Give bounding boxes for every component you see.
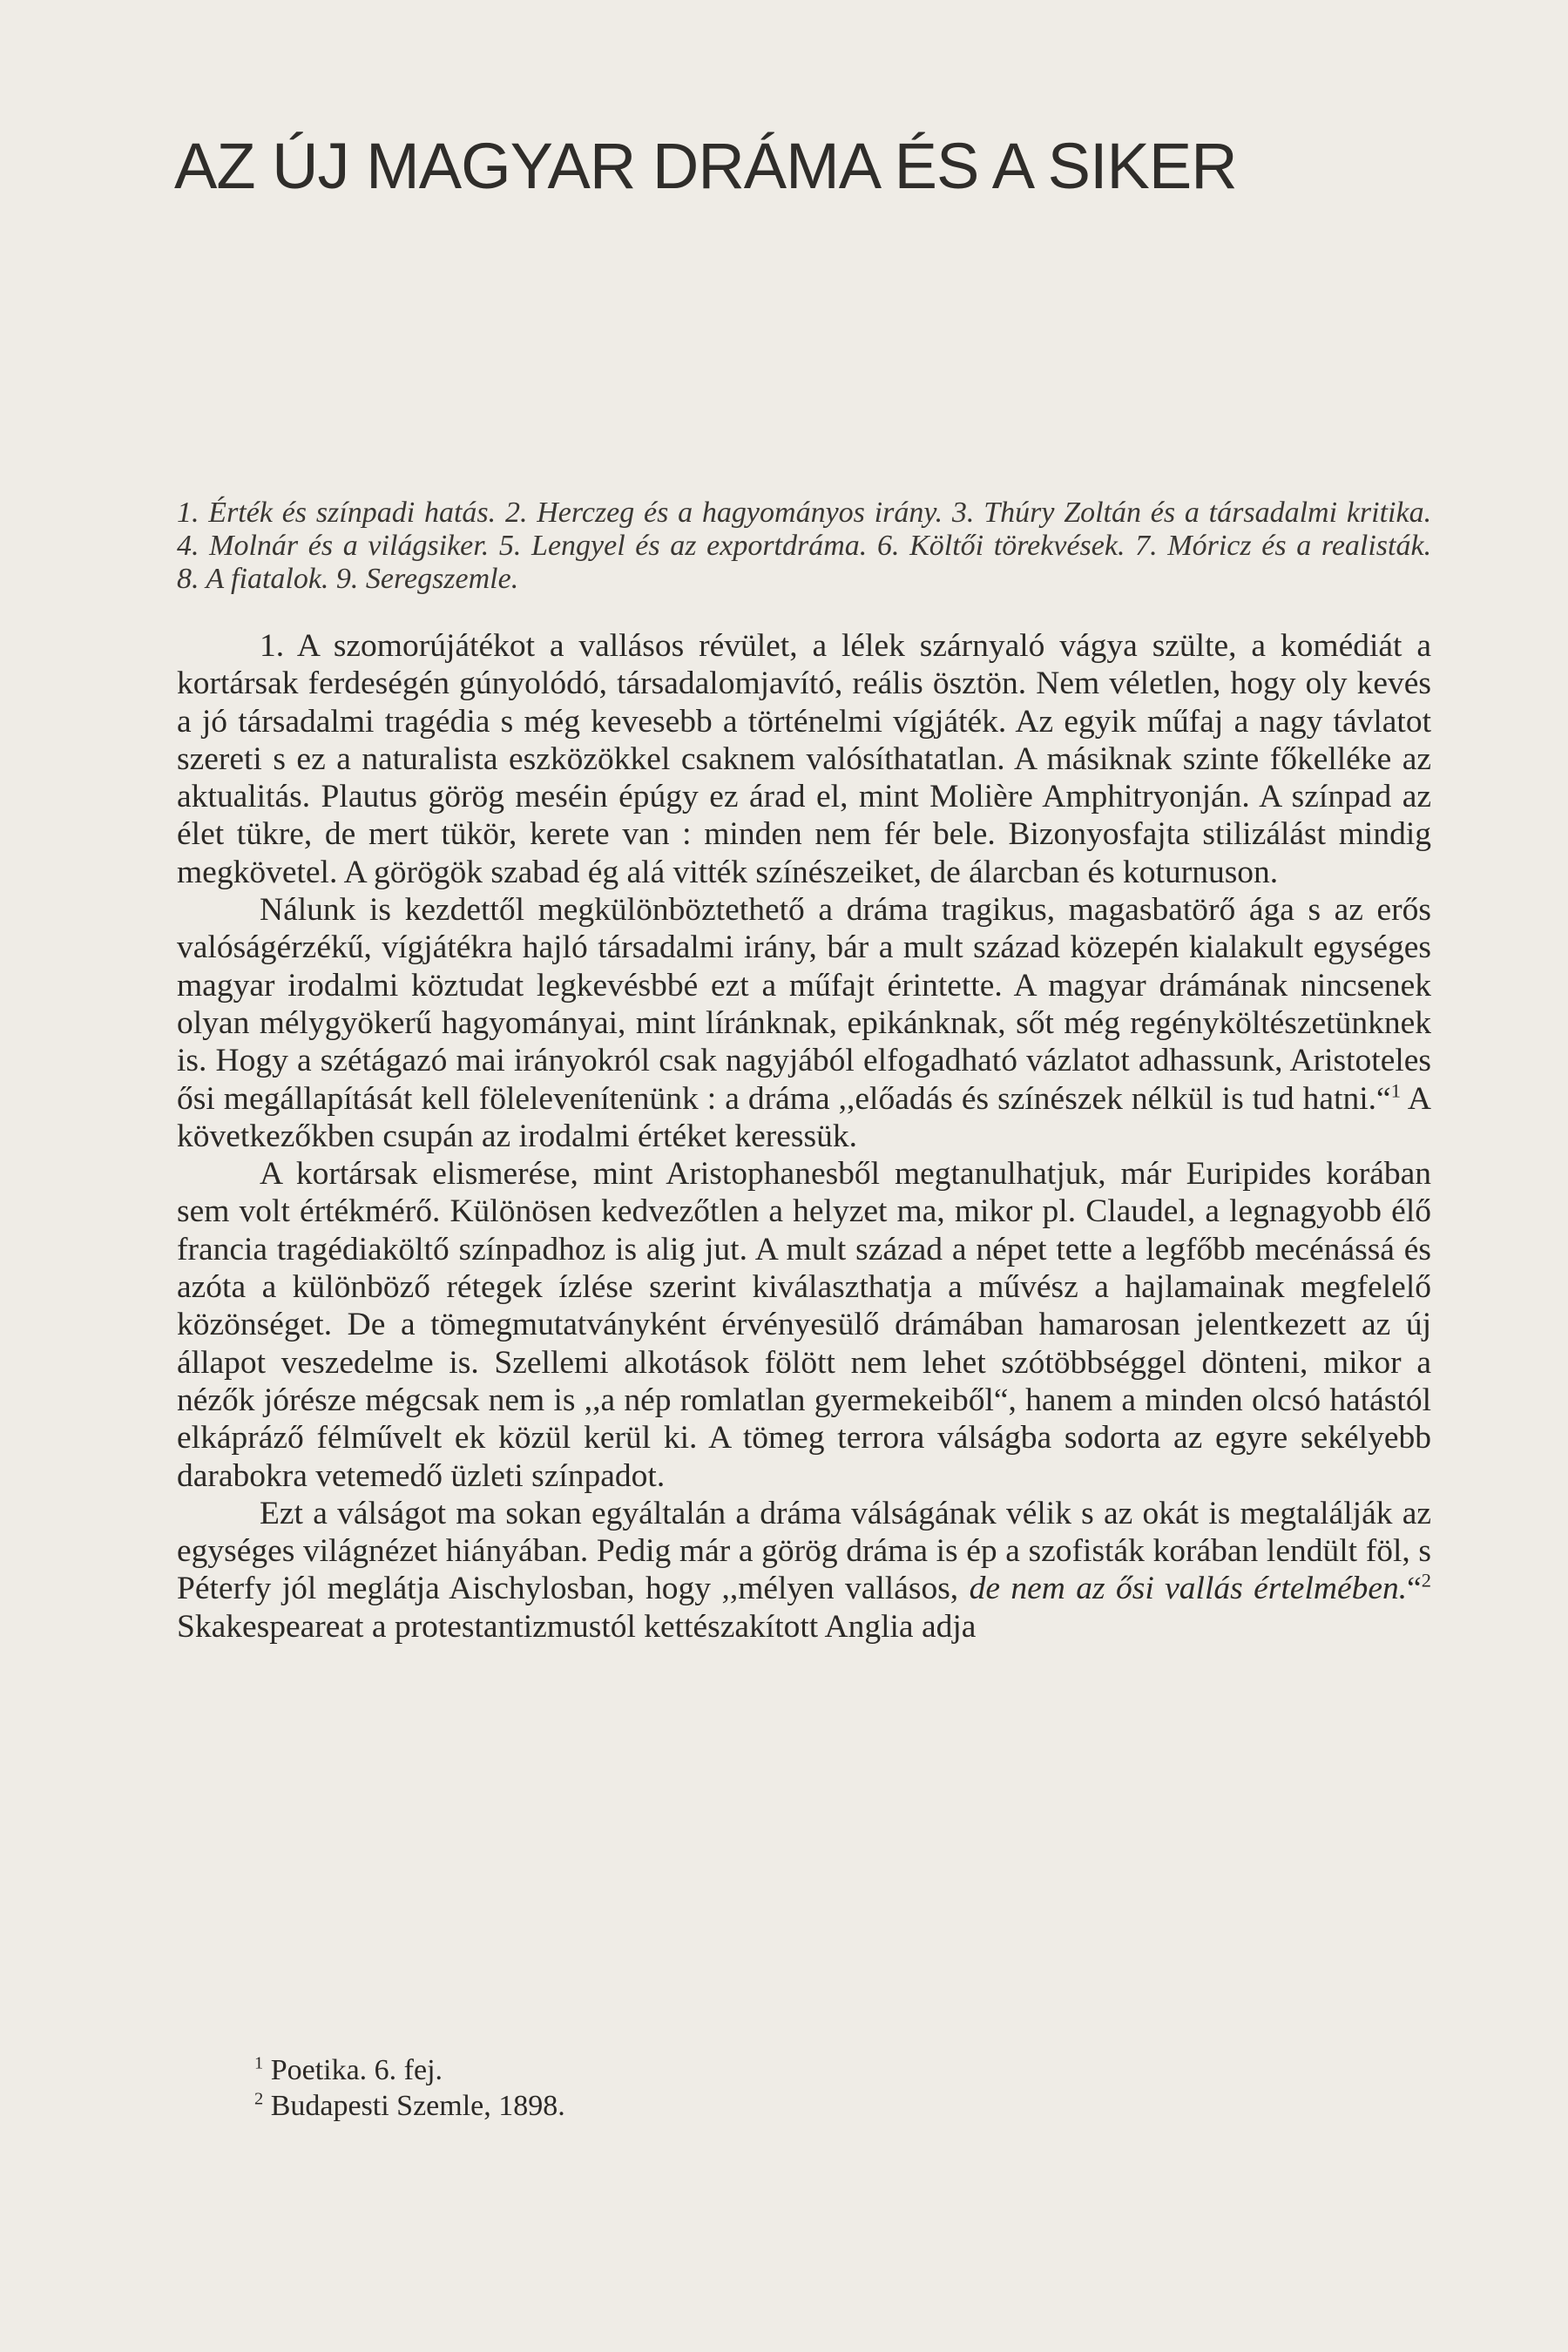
chapter-title: AZ ÚJ MAGYAR DRÁMA ÉS A SIKER bbox=[174, 130, 1237, 202]
footnote: $^1$ Poetika. 6. fej. bbox=[254, 2053, 443, 2086]
paragraph: Nálunk is kezdettől megkülönböztethető a dráma tragikus, magasbatörő ága s az erős valóságérzékű, vígjátékra hajló társadalmi irány, bár a mult század közepén kialakult egységes magyar irodalmi köztudat legkevésbbé ezt a műfajt érintette. A magyar drámának nincsenek olyan mélygyökerű hagyományai, mint líránknak, epikánknak, sőt még regényköltészetünknek is. Hogy a szétágazó mai irányokról csak nagyjából elfogadható vázlatot adhassunk, Aristoteles ősi megállapítását kell fölelevenítenünk : a dráma ,,előadás és színészek nélkül is tud hatni.“$^1$ A következőkben csupán az irodalmi értéket keressük. bbox=[177, 892, 1431, 1154]
contents-item: 2. Herczeg és a hagyományos irány. bbox=[504, 497, 943, 529]
paragraph: A kortársak elismerése, mint Aristophanesből megtanulhatjuk, már Euripides korában sem volt értékmérő. Különösen kedvezőtlen a helyzet ma, mikor pl. Claudel, a legnagyobb élő francia tragédiaköltő színpadhoz is alig jut. A mult század a népet tette a legfőbb mecénássá és azóta a különböző rétegek ízlése szerint kiválaszthatja a művész a hajlamainak megfelelő közönséget. De a tömegmutatványként érvényesülő drámában hamarosan jelentkezett az új állapot veszedelme is. Szellemi alkotások fölött nem lehet szótöbbséggel dönteni, mikor a nézők jórésze mégcsak nem is ,,a nép romlatlan gyermekeiből“, hanem a minden olcsó hatástól elkápráző félművelt ek közül kerül ki. A tömeg terrora válságba sodorta az egyre sekélyebb darabokra vetemedő üzleti színpadot. bbox=[177, 1156, 1431, 1494]
contents-item: 5. Lengyel és az exportdráma. bbox=[498, 530, 868, 562]
contents-item: 4. Molnár és a világsiker. bbox=[177, 530, 490, 562]
footnote-ref: 1 bbox=[1390, 1079, 1401, 1102]
contents-item: 1. Érték és színpadi hatás. bbox=[177, 497, 497, 529]
footnote: $^2$ Budapesti Szemle, 1898. bbox=[254, 2089, 565, 2122]
contents-item: 9. Seregszemle. bbox=[335, 563, 519, 595]
contents-item: 7. Móricz és a realisták. bbox=[1135, 530, 1432, 562]
contents-item: 8. A fiatalok. bbox=[177, 563, 329, 595]
body-text bbox=[177, 627, 1431, 1646]
italic-quote: de nem az ősi vallás értelmében. bbox=[969, 1571, 1408, 1607]
paragraph: 1. A szomorújátékot a vallásos révület, a lélek szárnyaló vágya szülte, a komédiát a kortársak ferdeségén gúnyolódó, társadalomjavító, reális ösztön. Nem véletlen, hogy oly kevés a jó társadalmi tragédia s még kevesebb a történelmi vígjáték. Az egyik műfaj a nagy távlatot szereti s ez a naturalista eszközökkel csaknem valósíthatatlan. A másiknak szinte főkelléke az aktualitás. Plautus görög meséin épúgy ez árad el, mint Molière Amphitryonján. A színpad az élet tükre, de mert tükör, kerete van : minden nem fér bele. Bizonyosfajta stilizálást mindig megkövetel. A görögök szabad ég alá vitték színészeiket, de álarcban és koturnuson. bbox=[177, 628, 1431, 890]
chapter-contents bbox=[177, 497, 1431, 596]
footnotes bbox=[254, 2052, 565, 2124]
footnote-ref: 2 bbox=[1421, 1569, 1432, 1592]
contents-item: 6. Költői törekvések. bbox=[876, 530, 1125, 562]
paragraph: Ezt a válságot ma sokan egyáltalán a dráma válságának vélik s az okát is megtalálják az egységes világnézet hiányában. Pedig már a görög dráma is ép a szofisták korában lendült föl, s Péterfy jól meglátja Aischylosban, hogy ,,mélyen vallásos, de nem az ősi vallás értelmében.“$^2$ Skakespeareat a protestantizmustól kettészakított Anglia adja bbox=[177, 1495, 1432, 1645]
contents-item: 3. Thúry Zoltán és a társadalmi kritika. bbox=[951, 497, 1432, 529]
